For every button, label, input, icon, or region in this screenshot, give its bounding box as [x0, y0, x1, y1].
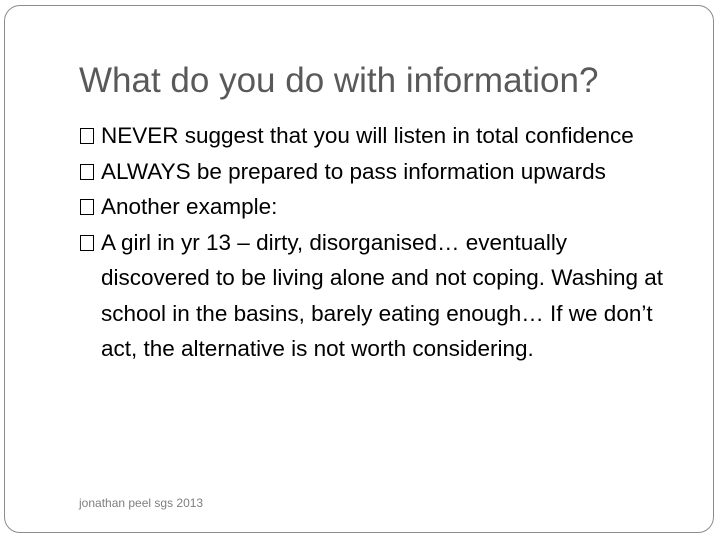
bullet-item [79, 225, 669, 367]
slide-title: What do you do with information? [79, 61, 599, 100]
bullet-item [79, 118, 669, 154]
square-bullet-icon [80, 128, 94, 144]
bullet-text: ALWAYS be prepared to pass information upwards [101, 158, 606, 184]
square-bullet-icon [80, 164, 94, 180]
bullet-item [79, 154, 669, 190]
square-bullet-icon [80, 235, 94, 251]
bullet-text: NEVER suggest that you will listen in total confidence [101, 123, 634, 148]
square-bullet-icon [80, 199, 94, 215]
slide-footer: jonathan peel sgs 2013 [79, 496, 204, 510]
bullet-text: A girl in yr 13 – dirty, disorganised… eventually discovered to be living alone and not coping. Washing at school in the basins, barely eating enough… If we don’t act, the alternative is not worth considering. [101, 229, 664, 361]
bullet-text: Another example: [101, 194, 278, 219]
bullet-list [79, 118, 669, 367]
bullet-item [79, 189, 669, 225]
